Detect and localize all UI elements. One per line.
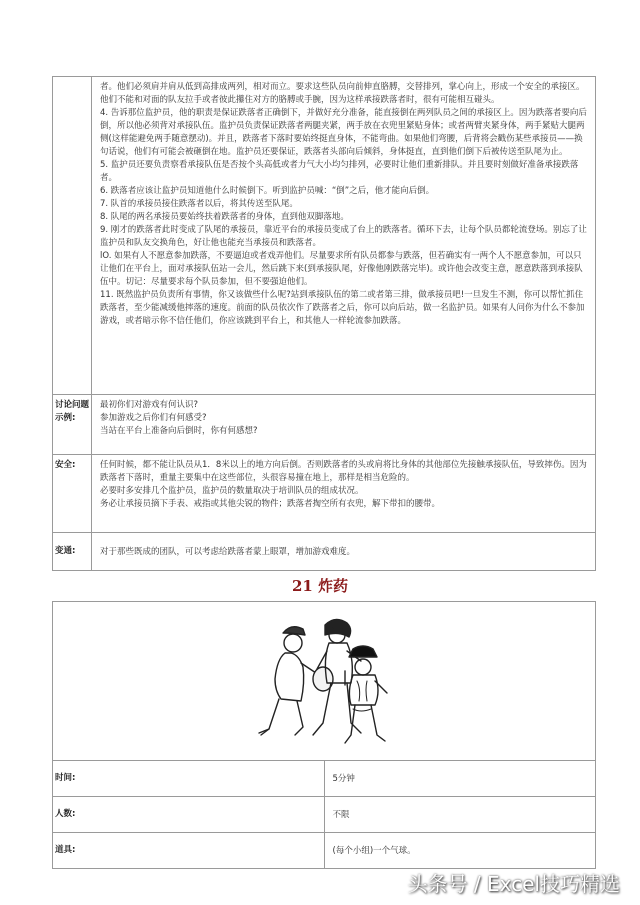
time-value: 5分钟: [324, 761, 596, 797]
step-paragraph: 6. 跌落者应该让监护员知道他什么时候倒下。听到监护员喊：“倒”之后，他才能向后倒。: [100, 186, 435, 196]
safety-content: [92, 455, 596, 533]
variation-label: 变通:: [53, 533, 92, 571]
variation-content: 对于那些既成的团队，可以考虑给跌落者蒙上眼罩，增加游戏难度。: [92, 533, 596, 571]
safety-line: 任何时候，都不能让队员从1．8米以上的地方向后倒。否则跌落者的头或肩将比身体的其他部位先接触承接队伍，导致摔伤。因为跌落者下落时，重量主要集中在这些部位，头很容易撞在地上，那样是相当危险的。: [100, 460, 587, 483]
safety-label: 安全:: [53, 455, 92, 533]
safety-line: 必要时多安排几个监护员，监护员的数量取决于培训队员的组成状况。: [100, 486, 364, 496]
people-playing-balloon-illustration-icon: [249, 611, 399, 755]
illustration-cell: [53, 602, 596, 761]
safety-line: 务必让承接员摘下手表、戒指或其他尖锐的物件；跌落者掏空所有衣兜，解下带扣的腰带。: [100, 499, 441, 509]
game-title: 21 炸药: [291, 577, 349, 595]
steps-label-cell: [53, 77, 92, 395]
step-paragraph: 7. 队首的承接员接住跌落者以后，将其传送至队尾。: [100, 199, 298, 209]
people-value: 不限: [324, 797, 596, 833]
watermark: 头条号 / Excel技巧精选: [407, 872, 620, 896]
props-value: (每个小组)一个气球。: [324, 833, 596, 869]
steps-content-cell: [92, 77, 596, 395]
step-paragraph: 4. 告诉那位监护员，他的职责是保证跌落者正确倒下，并做好充分准备，能直接倒在两列队员之间的承接区上。因为跌落者要向后倒，所以他必须背对承接队伍。监护员负责保证跌落者两腿夹紧，两手放在衣兜里紧贴身体；或者两臂夹紧身体，两手紧贴大腿两侧(这样能避免两手随意摆动)。并且，跌落者下落时要始终挺直身体，不能弯曲。如果他们弯腰，后背将会戳伤某些承接员——换句话说，他们有可能会被砸倒在地。监护员还要保证，跌落者头部向后倾斜，身体挺直，直到他们倒下后被传送至队尾为止。: [100, 108, 587, 157]
discussion-content: [92, 395, 596, 455]
step-paragraph: 11. 既然监护员负责所有事情，你又该做些什么呢?站到承接队伍的第二或者第三排，做承接员吧!一旦发生不测，你可以帮忙抓住跌落者，至少能减缓他摔落的速度。前面的队员依次作了跌落者之后，你可以向后站，做一名监护员。如果有人问你为什么不参加游戏，或者暗示你不信任他们，你应该跳到平台上，和其他人一样轮流参加跌落。: [100, 290, 585, 326]
game-rules-table: [52, 76, 596, 571]
step-paragraph: lO. 如果有人不愿意参加跌落，不要逼迫或者戏弄他们。尽量要求所有队员都参与跌落，但若确实有一两个人不愿意参加，可以只让他们在平台上，面对承接队伍站一会儿，然后跳下来(到承接队尾，好像他刚跌落完毕)。或许他会改变主意，愿意跌落到承接队伍中。切记：尽量要求每个队员参加，但不要强迫他们。: [100, 251, 583, 287]
people-label: 人数:: [53, 797, 325, 833]
game-info-table: [52, 601, 596, 869]
discussion-question: 最初你们对游戏有何认识?: [100, 400, 199, 410]
time-label: 时间:: [53, 761, 325, 797]
props-label: 道具:: [53, 833, 325, 869]
step-paragraph: 9. 刚才的跌落者此时变成了队尾的承接员，靠近平台的承接员变成了台上的跌落者。循环下去，让每个队员都轮流登场。别忘了让监护员和队友交换角色，好让他也能充当承接员和跌落者。: [100, 225, 587, 248]
discussion-question: 当站在平台上准备向后倒时，你有何感想?: [100, 426, 258, 436]
discussion-label: 讨论问题示例:: [53, 395, 92, 455]
step-paragraph: 5. 监护员还要负责察看承接队伍是否按个头高低或者力气大小均匀排列，必要时让他们重新排队。并且要时刻做好准备承接跌落者。: [100, 160, 579, 183]
step-paragraph: 者。他们必须肩并肩从低到高排成两列，相对而立。要求这些队员向前伸直胳膊，交替排列，掌心向上，形成一个安全的承接区。他们不能和对面的队友拉手或者彼此攥住对方的胳膊或手腕，因为这样承接跌落者时，很有可能相互碰头。: [100, 82, 585, 105]
discussion-question: 参加游戏之后你们有何感受?: [100, 413, 207, 423]
step-paragraph: 8. 队尾的两名承接员要始终扶着跌落者的身体，直到他双脚落地。: [100, 212, 349, 222]
